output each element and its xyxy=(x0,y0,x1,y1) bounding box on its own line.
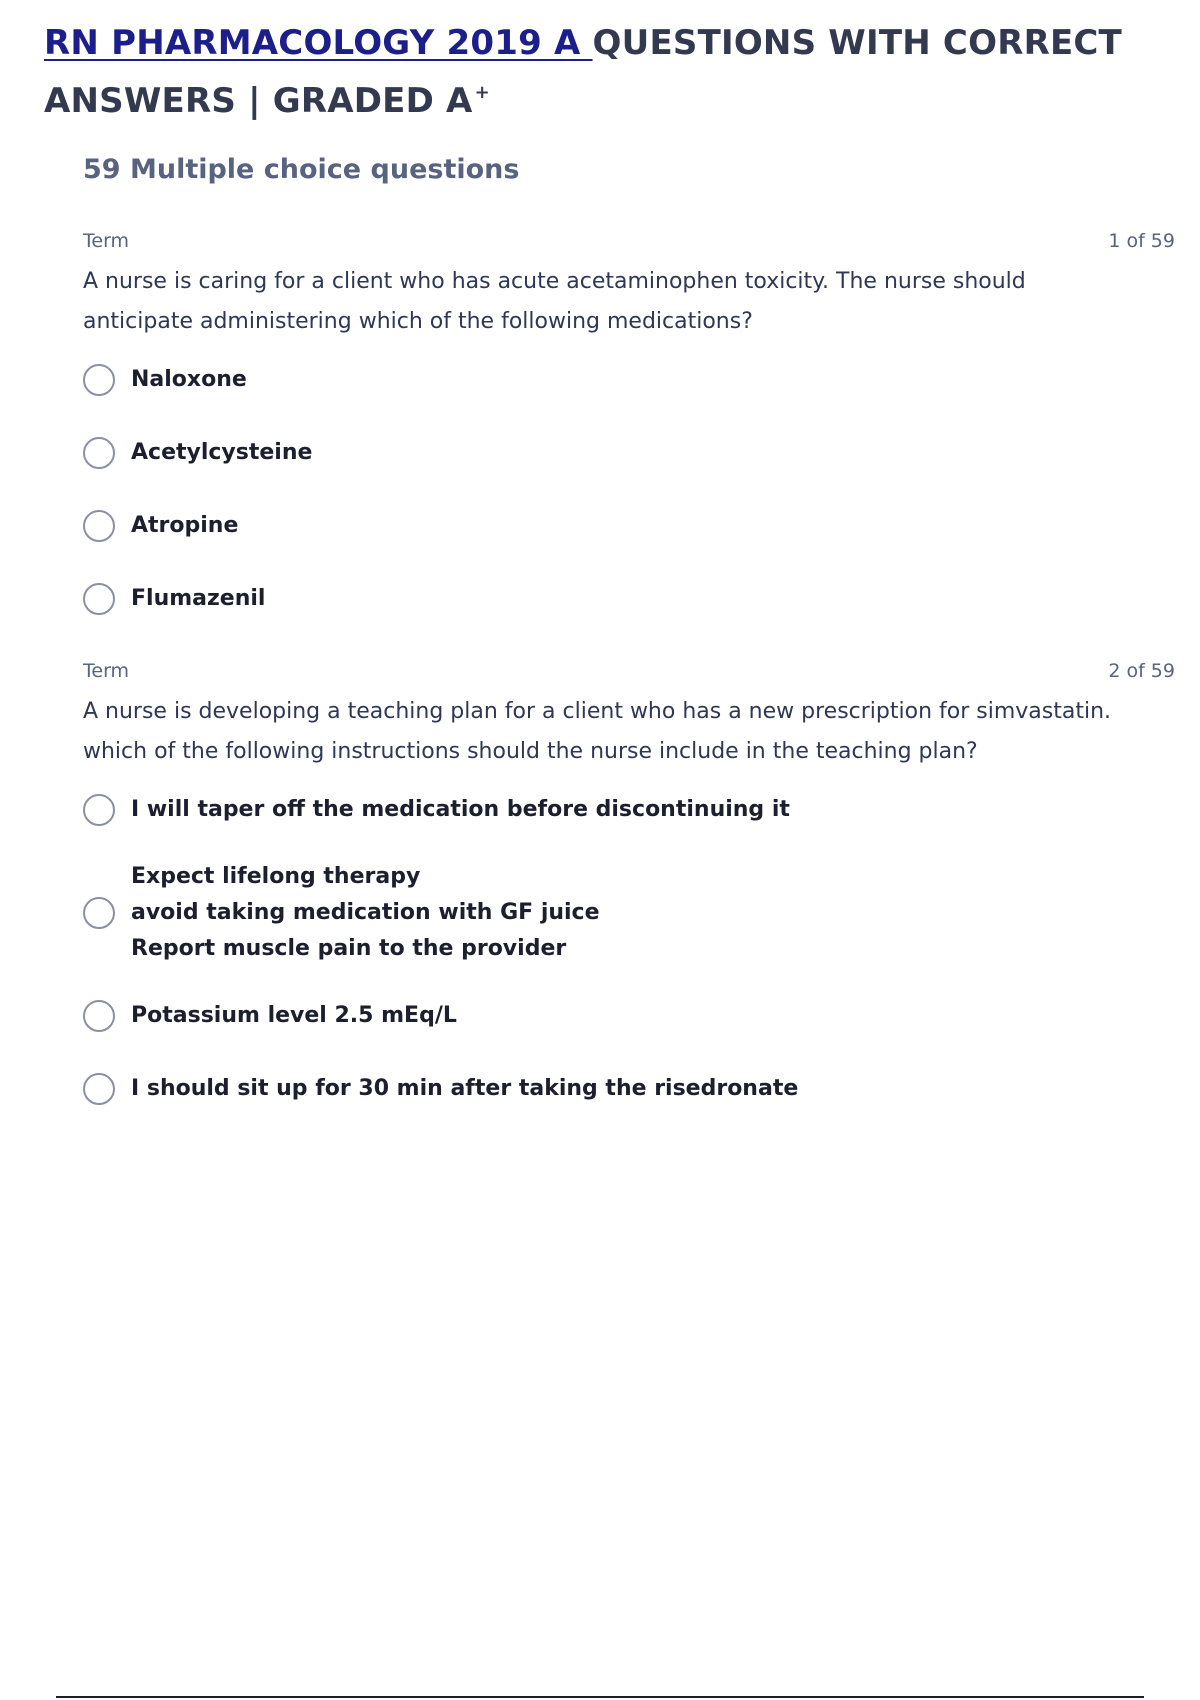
answer-option-4[interactable] xyxy=(83,1065,1175,1113)
answer-option-label: Acetylcysteine xyxy=(131,440,313,465)
page-bottom-divider xyxy=(56,1696,1144,1698)
radio-circle-icon[interactable] xyxy=(83,583,115,615)
answer-option-label: Expect lifelong therapy avoid taking medication with GF juice Report muscle pain to the provider xyxy=(131,864,600,961)
term-card-2 xyxy=(83,656,1175,1138)
term-card-1 xyxy=(83,226,1175,648)
answer-option-2[interactable] xyxy=(83,859,1175,967)
answer-option-3[interactable] xyxy=(83,992,1175,1040)
answer-options xyxy=(83,356,1175,623)
radio-circle-icon[interactable] xyxy=(83,794,115,826)
question-count-heading: 59 Multiple choice questions xyxy=(83,154,520,185)
question-text: A nurse is caring for a client who has acute acetaminophen toxicity. The nurse should anticipate administering which of the following medications? xyxy=(83,269,1026,334)
answer-option-label: I should sit up for 30 min after taking the risedronate xyxy=(131,1076,799,1101)
answer-option-4[interactable] xyxy=(83,575,1175,623)
document-title xyxy=(44,18,1164,126)
card-header xyxy=(83,226,1175,256)
document-title-link[interactable]: RN PHARMACOLOGY 2019 A xyxy=(44,23,593,63)
radio-circle-icon[interactable] xyxy=(83,510,115,542)
answer-option-3[interactable] xyxy=(83,502,1175,550)
radio-circle-icon[interactable] xyxy=(83,1000,115,1032)
term-label: Term xyxy=(83,230,130,252)
card-header xyxy=(83,656,1175,686)
question-counter: 2 of 59 xyxy=(1108,660,1175,682)
answer-option-label: Potassium level 2.5 mEq/L xyxy=(131,1003,457,1028)
answer-option-2[interactable] xyxy=(83,429,1175,477)
grade-superscript: + xyxy=(474,82,490,103)
answer-option-label: Naloxone xyxy=(131,367,247,392)
radio-circle-icon[interactable] xyxy=(83,1073,115,1105)
question-counter: 1 of 59 xyxy=(1108,230,1175,252)
answer-option-label: Atropine xyxy=(131,513,239,538)
answer-option-label: I will taper off the medication before discontinuing it xyxy=(131,797,790,822)
answer-options xyxy=(83,786,1175,1113)
radio-circle-icon[interactable] xyxy=(83,437,115,469)
document-title-rest: QUESTIONS WITH CORRECT ANSWERS | GRADED A xyxy=(44,23,1122,121)
term-label: Term xyxy=(83,660,130,682)
answer-option-1[interactable] xyxy=(83,786,1175,834)
answer-option-1[interactable] xyxy=(83,356,1175,404)
answer-option-label: Flumazenil xyxy=(131,586,266,611)
radio-circle-icon[interactable] xyxy=(83,897,115,929)
radio-circle-icon[interactable] xyxy=(83,364,115,396)
question-text: A nurse is developing a teaching plan for a client who has a new prescription for simvastatin. which of the following instructions should the nurse include in the teaching plan? xyxy=(83,699,1112,764)
